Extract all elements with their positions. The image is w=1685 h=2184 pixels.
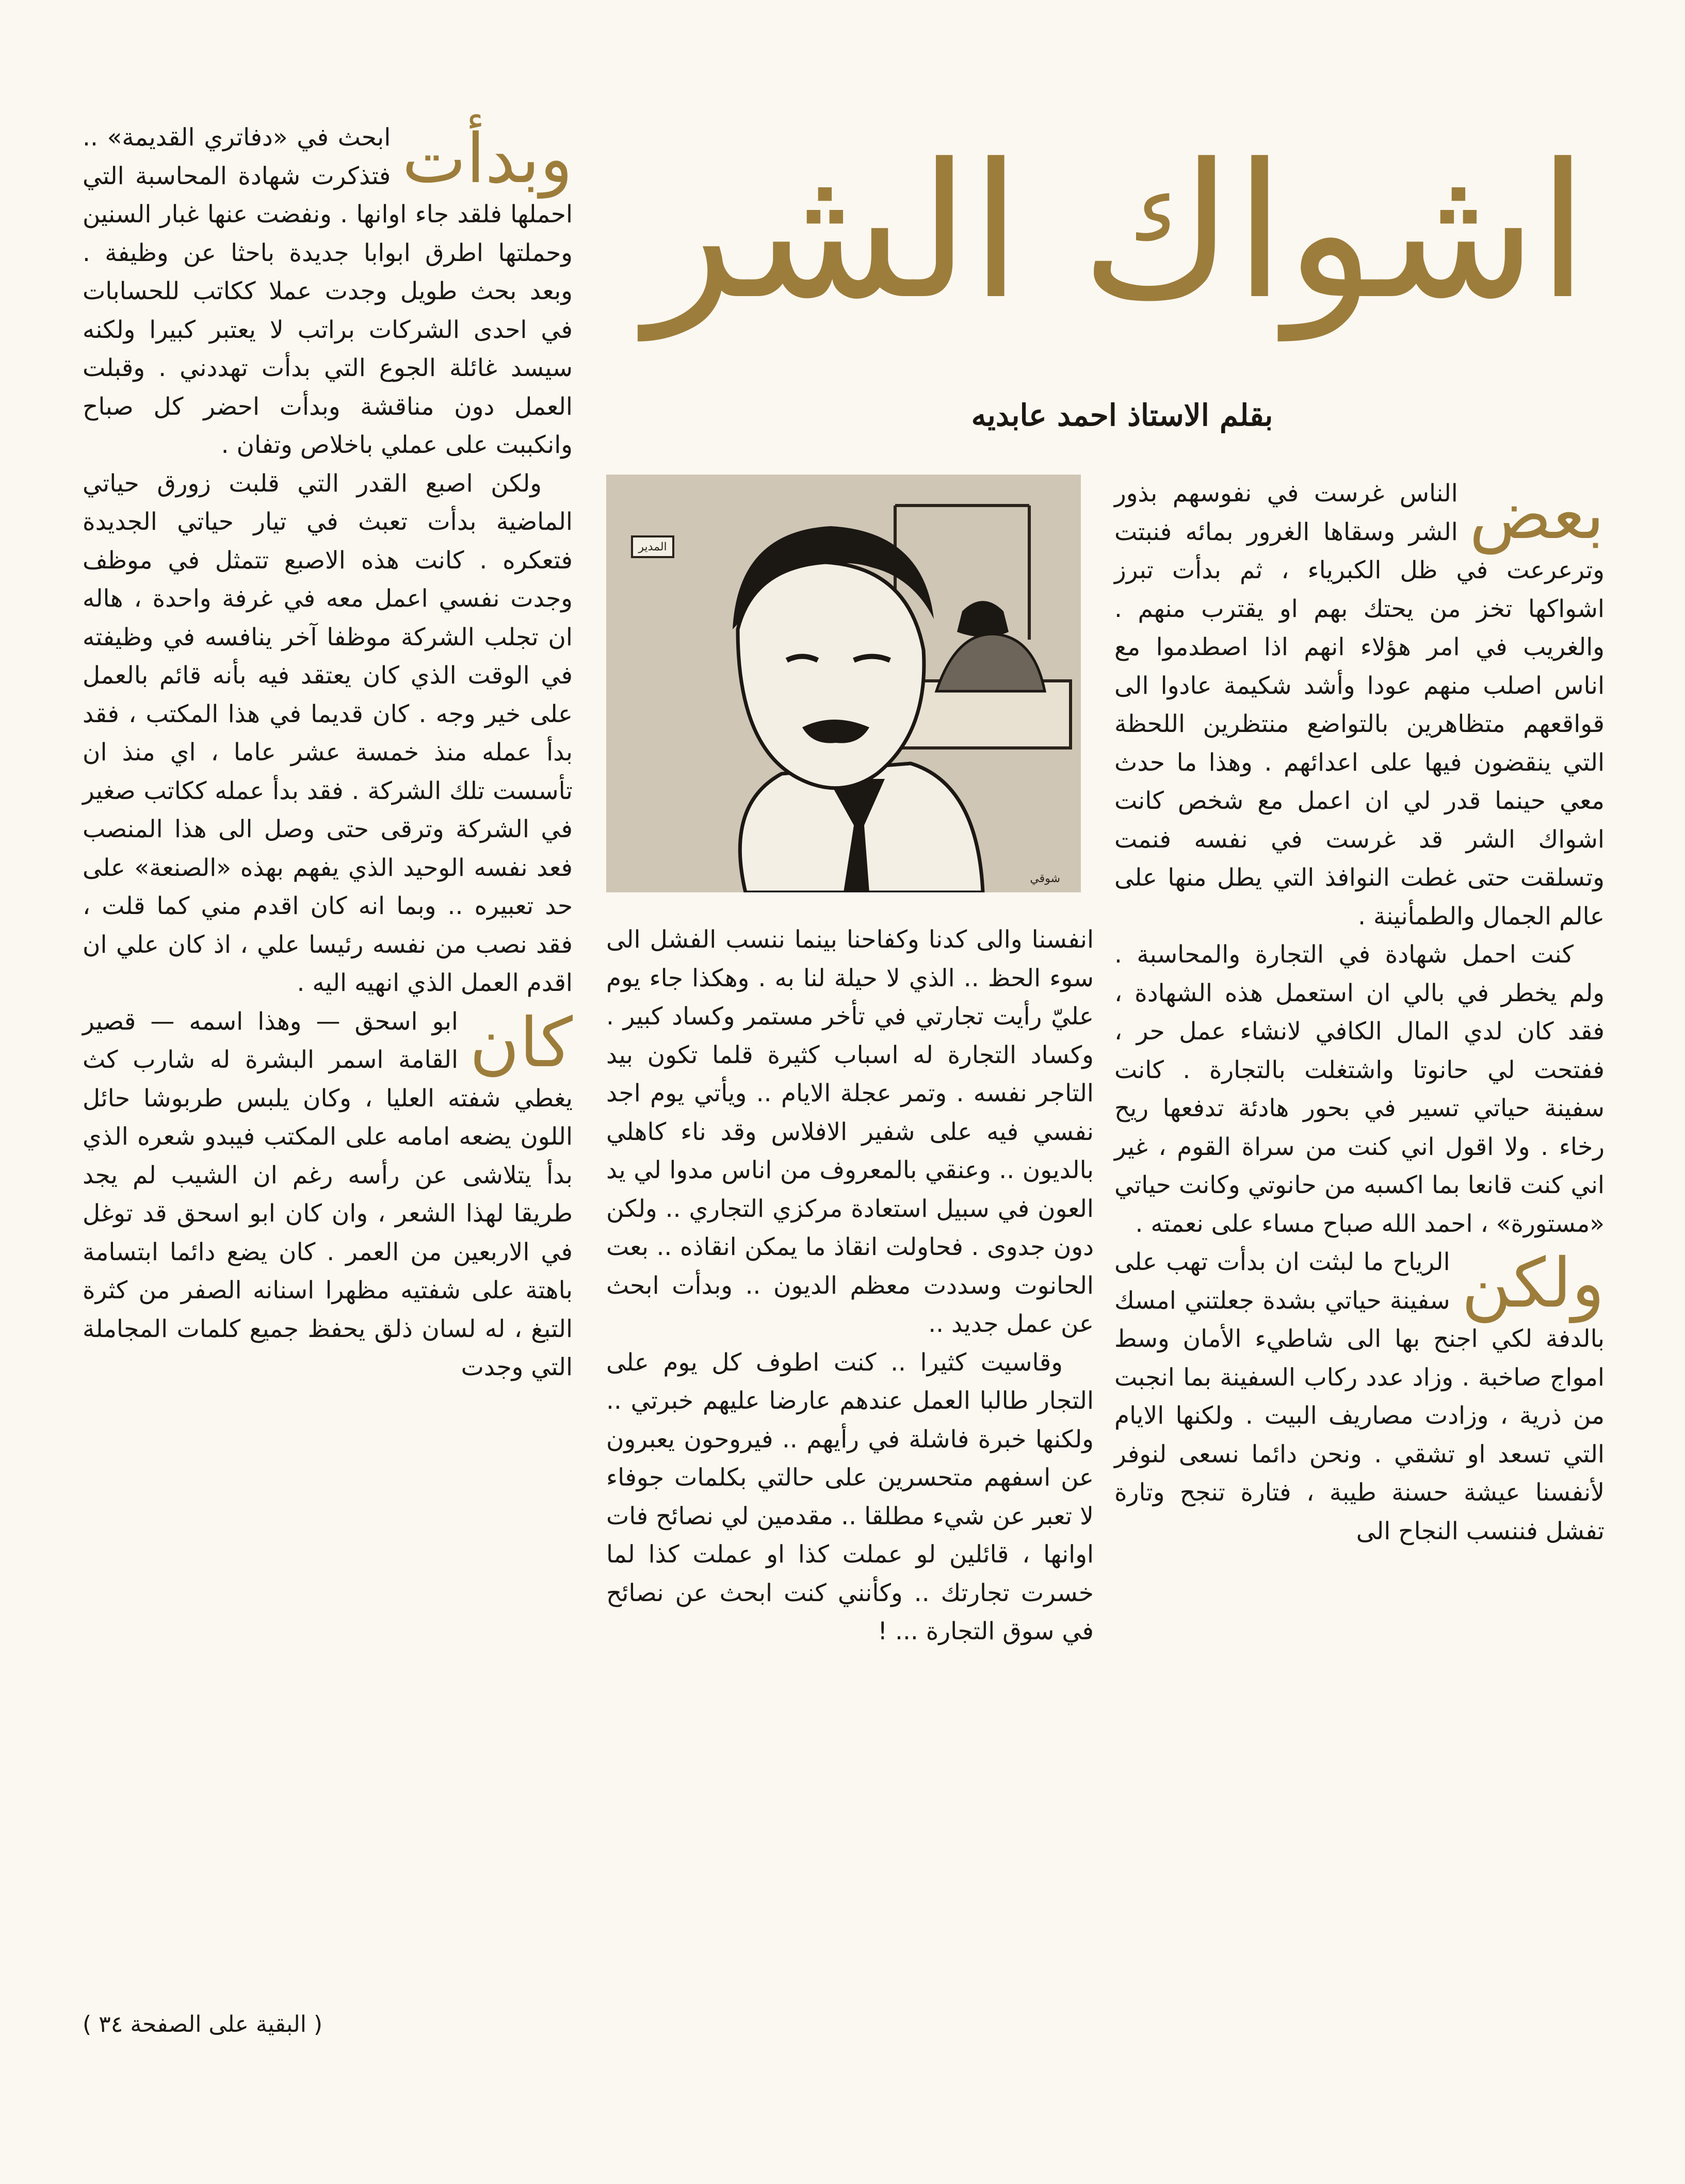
paragraph-text: ابو اسحق — وهذا اسمه — قصير القامة اسمر البشرة له شارب كث يغطي شفته العليا ، وكان يلبس طربوشا حائل اللون يضعه امامه على المكتب فيبدو شعره الذي بدأ يتلاشى عن رأسه رغم ان الشيب لم يجد طريقا لهذا الشعر ، وان كان ابو اسحق قد توغل في الاربعين من العمر . كان يضع دائما ابتسامة باهتة على شفتيه مظهرا اسنانه الصفر من كثرة التبغ ، له لسان ذلق يحفظ جميع كلمات المجاملة التي وجدت	[83, 1007, 573, 1381]
dropcap: وبدأت	[402, 119, 573, 199]
illustration	[606, 475, 1081, 892]
paragraph	[1114, 1243, 1605, 1551]
page-title: اشواك الشر	[645, 124, 1589, 340]
office-sign-text: المدير	[638, 541, 667, 553]
paragraph: وقاسيت كثيرا .. كنت اطوف كل يوم على التجار طالبا العمل عندهم عارضا عليهم خبرتي .. ولكنها خبرة فاشلة في رأيهم .. فيروحون يعبرون عن اسفهم متحسرين على حالتي بكلمات جوفاء لا تعبر عن شيء مطلقا .. مقدمين لي نصائح فات اوانها ، قائلين لو عملت كذا او عملت كذا لما خسرت تجارتك .. وكأنني كنت ابحث عن نصائح في سوق التجارة ... !	[606, 1348, 1094, 1645]
paragraph-text: الرياح ما لبثت ان بدأت تهب على سفينة حياتي بشدة جعلتني امسك بالدفة لكي اجنح بها الى شاطيء الأمان وسط امواج صاخبة . وزاد عدد ركاب السفينة بما انجبت من ذرية ، وزادت مصاريف البيت . ولكنها الايام التي تسعد او تشقي . ونحن دائما نسعى لنوفر لأنفسنا عيشة حسنة طيبة ، فتارة تنجح وتارة تفشل فننسب النجاح الى	[1114, 1248, 1605, 1545]
paragraph: ولكن اصبع القدر التي قلبت زورق حياتي الماضية بدأت تعبث في تيار حياتي الجديدة فتعكره . كانت هذه الاصبع تتمثل في موظف وجدت نفسي اعمل معه في غرفة واحدة ، هاله ان تجلب الشركة موظفا آخر ينافسه في وظيفته في الوقت الذي كان يعتقد فيه بأنه قائم بالعمل على خير وجه . كان قديما في هذا المكتب ، فقد بدأ عمله منذ خمسة عشر عاما ، اي منذ ان تأسست تلك الشركة . فقد بدأ عمله ككاتب صغير في الشركة وترقى حتى وصل الى هذا المنصب فعد نفسه الوحيد الذي يفهم بهذه «الصنعة» على حد تعبيره .. وبما انه كان اقدم مني كما قلت ، فقد نصب من نفسه رئيسا علي ، اذ كان علي ان اقدم العمل الذي انهيه اليه .	[83, 469, 573, 997]
paragraph	[1114, 475, 1605, 936]
continued-note: ( البقية على الصفحة ٣٤ )	[83, 2011, 323, 2038]
paragraph-text: الناس غرست في نفوسهم بذور الشر وسقاها الغرور بمائه فنبتت وترعرعت في ظل الكبرياء ، ثم بدأت تبرز اشواكها تخز من يحتك بهم او يقترب منهم . والغريب في امر هؤلاء انهم اذا اصطدموا مع اناس اصلب منهم عودا وأشد شكيمة عادوا الى قواقعهم متظاهرين بالتواضع منتظرين اللحظة التي ينقضون فيها على اعدائهم . وهذا ما حدث معي حينما قدر لي ان اعمل مع شخص كانت اشواك الشر قد غرست في نفسه فنمت وتسلقت حتى غطت النوافذ التي يطل منها على عالم الجمال والطمأنينة .	[1114, 479, 1605, 931]
paragraph: كنت احمل شهادة في التجارة والمحاسبة . ولم يخطر في بالي ان استعمل هذه الشهادة ، فقد كان لدي المال الكافي لانشاء عمل حر ، ففتحت لي حانوتا واشتغلت بالتجارة . كانت سفينة حياتي تسير في بحور هادئة تدفعها ريح رخاء . ولا اقول اني كنت من سراة القوم ، غير اني كنت قانعا بما اكسبه من حانوتي وكانت حياتي «مستورة» ، احمد الله صباح مساء على نعمته .	[1114, 940, 1605, 1238]
dropcap: كان	[469, 1003, 573, 1083]
dropcap: بعض	[1469, 475, 1605, 555]
paragraph	[83, 119, 573, 465]
column-left	[83, 119, 573, 2007]
paragraph-text: ابحث في «دفاتري القديمة» .. فتذكرت شهادة المحاسبة التي احملها فلقد جاء اوانها . ونفضت عنها غبار السنين وحملتها اطرق ابوابا جديدة باحثا عن وظيفة . وبعد بحث طويل وجدت عملا ككاتب للحسابات في احدى الشركات براتب لا يعتبر كبيرا ولكنه سيسد غائلة الجوع التي بدأت تهددني . وقبلت العمل دون مناقشة وبدأت احضر كل صباح وانكببت على عملي باخلاص وتفان .	[83, 123, 573, 459]
column-middle	[606, 921, 1094, 2074]
dropcap: ولكن	[1461, 1244, 1605, 1323]
byline: بقلم الاستاذ احمد عابديه	[971, 398, 1273, 433]
paragraph: انفسنا والى كدنا وكفاحنا بينما ننسب الفشل الى سوء الحظ .. الذي لا حيلة لنا به . وهكذا جاء يوم عليّ رأيت تجارتي في تأخر مستمر وكساد كبير . وكساد التجارة له اسباب كثيرة قلما تكون بيد التاجر نفسه . وتمر عجلة الايام .. ويأتي يوم اجد نفسي فيه على شفير الافلاس وقد ناء كاهلي بالديون .. وعنقي بالمعروف من اناس مدوا لي يد العون في سبيل استعادة مركزي التجاري .. ولكن دون جدوى . فحاولت انقاذ ما يمكن انقاذه .. بعت الحانوت وسددت معظم الديون .. وبدأت ابحث عن عمل جديد ..	[606, 925, 1094, 1338]
column-right	[1114, 475, 1605, 2074]
paragraph	[83, 1003, 573, 1387]
artist-signature: شوقي	[1030, 872, 1060, 885]
